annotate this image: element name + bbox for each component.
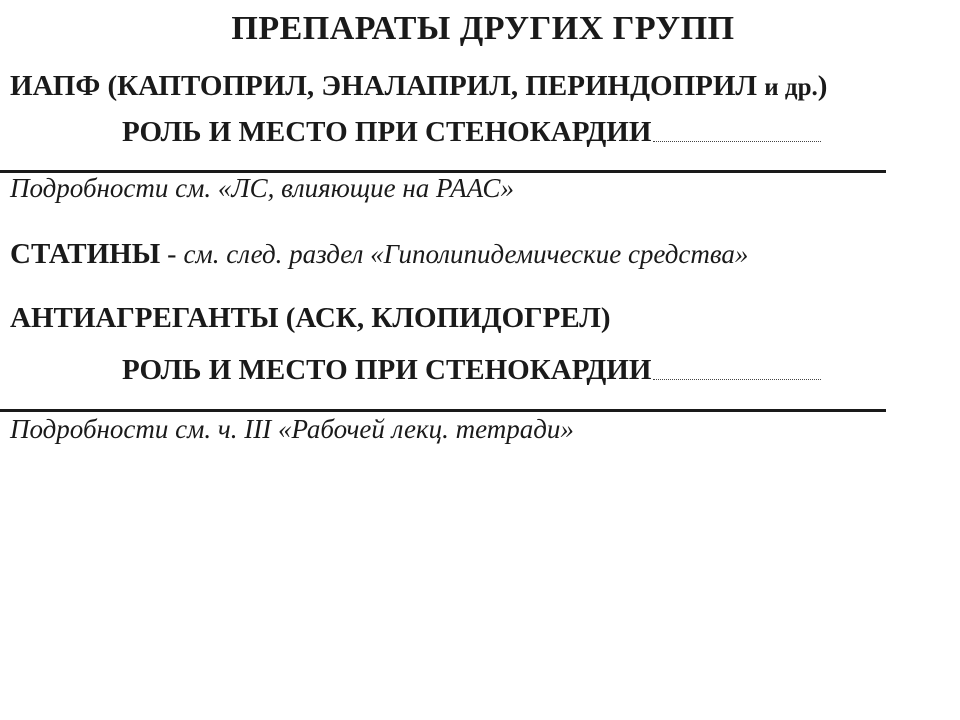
- ace-inhibitors-heading-close: ): [817, 70, 828, 102]
- ace-role-row: [122, 116, 821, 149]
- ace-role-label: РОЛЬ И МЕСТО ПРИ СТЕНОКАРДИИ: [122, 116, 652, 148]
- notebook-details-note: Подробности см. ч. III «Рабочей лекц. тетради»: [10, 414, 574, 444]
- statins-line: [10, 238, 748, 271]
- antiplatelet-heading: АНТИАГРЕГАНТЫ (АСК, КЛОПИДОГРЕЛ): [10, 302, 611, 334]
- statins-dash: -: [160, 239, 184, 270]
- divider-rule: [0, 409, 886, 412]
- slide-title: ПРЕПАРАТЫ ДРУГИХ ГРУПП: [231, 10, 735, 47]
- ace-inhibitors-heading-main: ИАПФ (КАПТОПРИЛ, ЭНАЛАПРИЛ, ПЕРИНДОПРИЛ: [10, 70, 765, 102]
- raas-details-note: Подробности см. «ЛС, влияющие на РААС»: [10, 173, 514, 203]
- statins-reference: см. след. раздел «Гиполипидемические средства»: [183, 239, 749, 269]
- ace-inhibitors-heading-etc: и др.: [764, 74, 818, 101]
- antiplatelet-role-label: РОЛЬ И МЕСТО ПРИ СТЕНОКАРДИИ: [122, 354, 652, 386]
- ace-role-fill-line: [653, 141, 821, 142]
- statins-heading: СТАТИНЫ: [10, 238, 161, 270]
- antiplatelet-role-fill-line: [653, 379, 821, 380]
- ace-inhibitors-heading: [10, 70, 827, 103]
- antiplatelet-role-row: [122, 354, 821, 387]
